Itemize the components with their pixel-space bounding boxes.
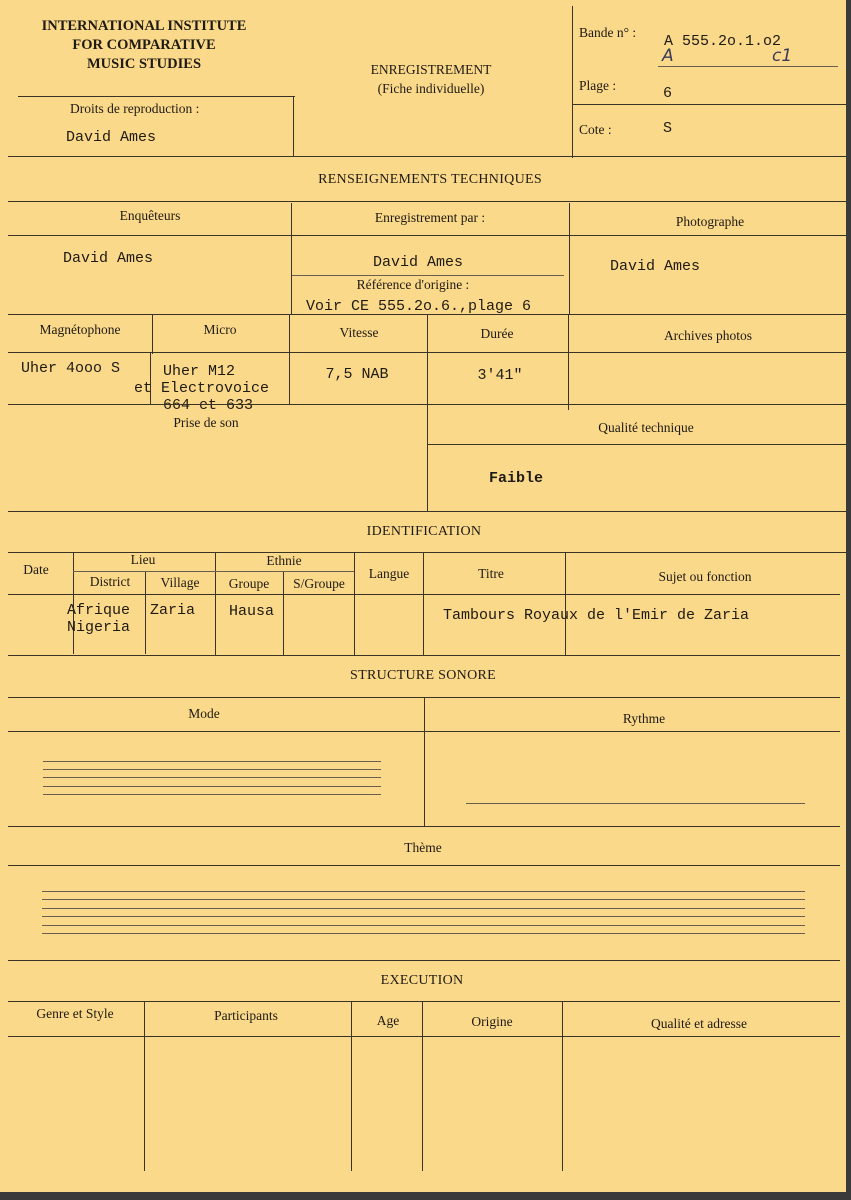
rule (8, 594, 840, 595)
rule (42, 933, 805, 934)
vitesse-value: 7,5 NAB (325, 366, 389, 383)
bande-value: A 555.2o.1.o2 (664, 33, 782, 50)
rythme-label: Rythme (622, 711, 666, 726)
rule (43, 769, 381, 770)
rule (43, 761, 381, 762)
photographe-value: David Ames (610, 258, 701, 275)
rule (144, 1001, 145, 1171)
rule (427, 444, 846, 445)
rule (354, 552, 355, 656)
rule (73, 571, 354, 572)
rule (466, 803, 805, 804)
rule (42, 925, 805, 926)
qualite-adresse-label: Qualité et adresse (651, 1016, 747, 1031)
rule (8, 731, 840, 732)
bande-handwritten-c: c1 (772, 46, 793, 66)
enqueteurs-value: David Ames (63, 250, 154, 267)
vitesse-label: Vitesse (339, 325, 379, 340)
rule (422, 1001, 423, 1171)
theme-label: Thème (404, 840, 442, 855)
titre-value: Tambours Royaux de l'Emir de Zaria (443, 607, 750, 624)
plage-label: Plage : (579, 78, 617, 93)
rule (293, 96, 294, 156)
rule (42, 899, 805, 900)
duree-value: 3'41" (477, 367, 523, 384)
village-value: Zaria (150, 602, 196, 619)
prise-de-son-label: Prise de son (173, 415, 239, 430)
sujet-label: Sujet ou fonction (658, 569, 752, 584)
rule (8, 1036, 840, 1037)
form-subtitle: (Fiche individuelle) (377, 81, 485, 96)
rule (572, 104, 846, 105)
rule (8, 235, 846, 236)
mode-label: Mode (188, 706, 220, 721)
rule (43, 786, 381, 787)
sgroupe-label: S/Groupe (293, 576, 345, 591)
plage-value: 6 (663, 85, 673, 102)
rule (42, 908, 805, 909)
rights-label: Droits de reproduction : (70, 101, 200, 116)
ethnie-label: Ethnie (266, 553, 302, 568)
rule (8, 511, 846, 512)
rule (42, 916, 805, 917)
rule (8, 156, 846, 157)
participants-label: Participants (214, 1008, 278, 1023)
enregistrement-label: Enregistrement par : (374, 210, 486, 225)
rule (152, 314, 153, 354)
rule (8, 201, 846, 202)
bande-handwritten-a: A (662, 46, 674, 66)
rule (42, 891, 805, 892)
micro-label: Micro (203, 322, 237, 337)
enregistrement-value: David Ames (372, 254, 464, 271)
institute-name: INTERNATIONAL INSTITUTE FOR COMPARATIVE MUSIC STUDIES (41, 18, 247, 72)
district-value-line2: Nigeria (67, 619, 131, 636)
identification-section-title: IDENTIFICATION (366, 524, 482, 539)
enqueteurs-label: Enquêteurs (119, 208, 181, 223)
micro-value-line1: Uher M12 (163, 363, 236, 380)
photographe-label: Photographe (675, 214, 745, 229)
rule (292, 275, 564, 276)
bande-label: Bande n° : (579, 25, 637, 40)
execution-section-title: EXECUTION (380, 973, 464, 988)
genre-label: Genre et Style (36, 1006, 114, 1021)
village-label: Village (160, 575, 200, 590)
rule (8, 655, 840, 656)
rule (658, 66, 838, 67)
groupe-value: Hausa (229, 603, 275, 620)
origine-label: Origine (471, 1014, 513, 1029)
magnetophone-label: Magnétophone (39, 322, 121, 337)
rule (8, 404, 846, 405)
rule (289, 314, 290, 404)
rule (8, 826, 840, 827)
rule (8, 1001, 840, 1002)
cote-value: S (663, 120, 673, 137)
rule (562, 1001, 563, 1171)
duree-label: Durée (480, 326, 514, 341)
form-title: ENREGISTREMENT (370, 62, 492, 77)
technique-section-title: RENSEIGNEMENTS TECHNIQUES (318, 172, 542, 187)
qualite-technique-value: Faible (488, 470, 544, 487)
rule (215, 552, 216, 656)
reference-value: Voir CE 555.2o.6.,plage 6 (306, 298, 532, 315)
reference-label: Référence d'origine : (356, 277, 470, 292)
micro-value-line3: 664 et 633 (163, 397, 254, 414)
lieu-label: Lieu (130, 552, 156, 567)
rule (291, 203, 292, 315)
rule (423, 552, 424, 656)
rights-value: David Ames (66, 129, 157, 146)
rule (427, 314, 428, 511)
rule (568, 314, 569, 410)
archives-photos-label: Archives photos (663, 328, 753, 343)
qualite-technique-label: Qualité technique (598, 420, 694, 435)
rule (43, 777, 381, 778)
magnetophone-value: Uher 4ooo S (21, 360, 121, 377)
titre-label: Titre (478, 566, 504, 581)
date-label: Date (23, 562, 49, 577)
structure-section-title: STRUCTURE SONORE (350, 668, 496, 683)
district-value-line1: Afrique (67, 602, 131, 619)
rule (283, 572, 284, 656)
rule (569, 203, 570, 315)
groupe-label: Groupe (228, 576, 270, 591)
rule (424, 697, 425, 827)
rule (43, 794, 381, 795)
rule (145, 572, 146, 654)
rule (8, 960, 840, 961)
rule (8, 865, 840, 866)
rule (351, 1001, 352, 1171)
cote-label: Cote : (579, 122, 612, 137)
rule (8, 352, 846, 353)
micro-value-line2: et Electrovoice (134, 380, 270, 397)
district-label: District (89, 574, 131, 589)
age-label: Age (376, 1013, 400, 1028)
rule (18, 96, 295, 97)
langue-label: Langue (368, 566, 410, 581)
rule (572, 6, 573, 158)
rule (565, 552, 566, 656)
